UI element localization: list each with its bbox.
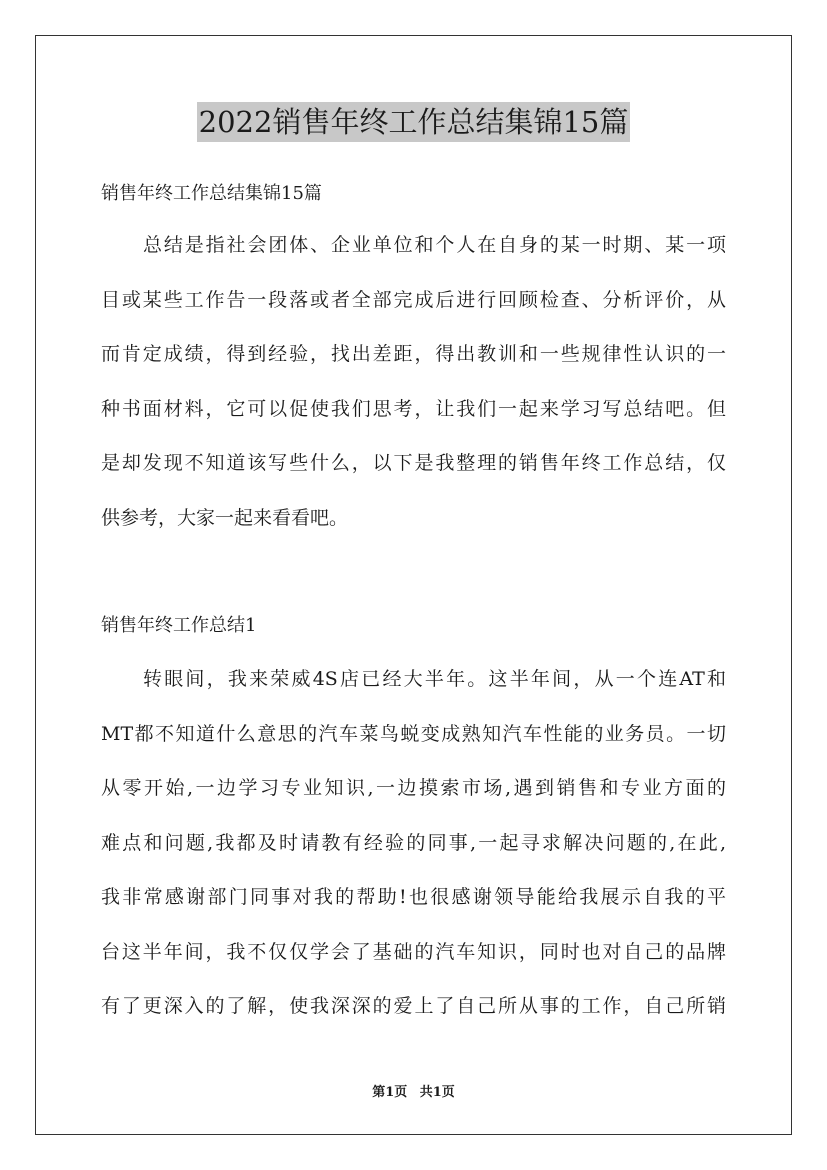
section-heading: 销售年终工作总结1	[101, 615, 257, 636]
page-total: 共1页	[419, 1085, 455, 1100]
intro-paragraph	[101, 218, 726, 545]
intro-line: 总结是指社会团体、企业单位和个人在自身的某一时期、某一项	[143, 234, 726, 256]
section1-line: 难点和问题,我都及时请教有经验的同事,一起寻求解决问题的,在此,	[101, 831, 726, 854]
page-number: 第1页	[372, 1085, 408, 1100]
intro-line: 供参考，大家一起来看看吧。	[101, 506, 349, 529]
section1-line: MT都不知道什么意思的汽车菜鸟蜕变成熟知汽车性能的业务员。一切	[101, 722, 726, 745]
section1-line: 从零开始,一边学习专业知识,一边摸索市场,遇到销售和专业方面的	[101, 777, 726, 799]
document-subtitle: 销售年终工作总结集锦15篇	[101, 183, 322, 204]
intro-line: 目或某些工作告一段落或者全部完成后进行回顾检查、分析评价，从	[101, 288, 726, 311]
section1-line: 我非常感谢部门同事对我的帮助!也很感谢领导能给我展示自我的平	[101, 886, 726, 908]
intro-line: 而肯定成绩，得到经验，找出差距，得出教训和一些规律性认识的一	[101, 343, 726, 365]
page-footer	[0, 1084, 827, 1102]
document-title-text: 2022销售年终工作总结集锦15篇	[197, 102, 631, 142]
intro-line: 种书面材料，它可以促使我们思考，让我们一起来学习写总结吧。但	[101, 397, 726, 420]
intro-line: 是却发现不知道该写些什么，以下是我整理的销售年终工作总结，仅	[101, 452, 726, 474]
document-title	[0, 102, 827, 142]
section1-line: 转眼间，我来荣威4S店已经大半年。这半年间，从一个连AT和	[143, 668, 726, 690]
section1-paragraph	[101, 652, 726, 1034]
section1-line: 有了更深入的了解，使我深深的爱上了自己所从事的工作，自己所销	[101, 995, 726, 1017]
section1-line: 台这半年间，我不仅仅学会了基础的汽车知识，同时也对自己的品牌	[101, 940, 726, 963]
